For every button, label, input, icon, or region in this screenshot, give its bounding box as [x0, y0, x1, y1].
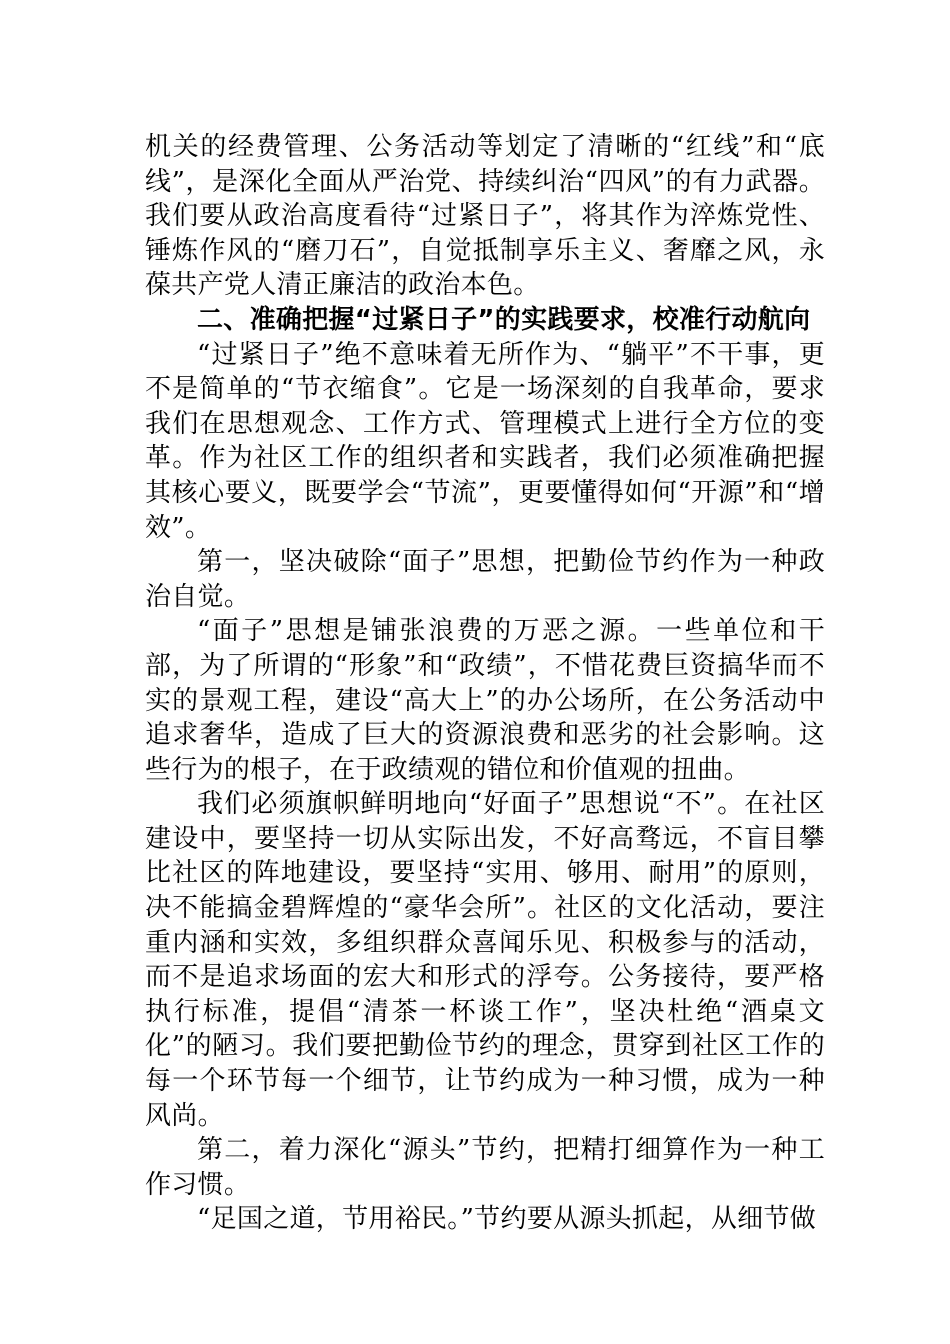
paragraph-point-two: 第二，着力深化“源头”节约，把精打细算作为一种工作习惯。 [145, 1135, 825, 1200]
paragraph: “面子”思想是铺张浪费的万恶之源。一些单位和干部，为了所谓的“形象”和“政绩”，不惜花费巨资搞华而不实的景观工程，建设“高大上”的办公场所，在公务活动中追求奢华，造成了巨大的资源浪费和恶劣的社会影响。这些行为的根子，在于政绩观的错位和价值观的扭曲。 [145, 616, 825, 785]
paragraph: 我们必须旗帜鲜明地向“好面子”思想说“不”。在社区建设中，要坚持一切从实际出发，不好高骛远，不盲目攀比社区的阵地建设，要坚持“实用、够用、耐用”的原则，决不能搞金碧辉煌的“豪华会所”。社区的文化活动，要注重内涵和实效，多组织群众喜闻乐见、积极参与的活动，而不是追求场面的宏大和形式的浮夸。公务接待，要严格执行标准，提倡“清茶一杯谈工作”，坚决杜绝“酒桌文化”的陋习。我们要把勤俭节约的理念，贯穿到社区工作的每一个环节每一个细节，让节约成为一种习惯，成为一种风尚。 [145, 789, 825, 1131]
paragraph-continuation: 机关的经费管理、公务活动等划定了清晰的“红线”和“底线”，是深化全面从严治党、持续纠治“四风”的有力武器。我们要从政治高度看待“过紧日子”，将其作为淬炼党性、锤炼作风的“磨刀石”，自觉抵制享乐主义、奢靡之风，永葆共产党人清正廉洁的政治本色。 [145, 132, 825, 301]
paragraph: “过紧日子”绝不意味着无所作为、“躺平”不干事，更不是简单的“节衣缩食”。它是一场深刻的自我革命，要求我们在思想观念、工作方式、管理模式上进行全方位的变革。作为社区工作的组织者和实践者，我们必须准确把握其核心要义，既要学会“节流”，更要懂得如何“开源”和“增效”。 [145, 339, 825, 543]
section-heading: 二、准确把握“过紧日子”的实践要求，校准行动航向 [197, 304, 811, 335]
document-body [145, 130, 825, 1237]
paragraph: “足国之道，节用裕民。”节约要从源头抓起，从细节做 [197, 1204, 817, 1235]
paragraph-point-one: 第一，坚决破除“面子”思想，把勤俭节约作为一种政治自觉。 [145, 547, 825, 612]
